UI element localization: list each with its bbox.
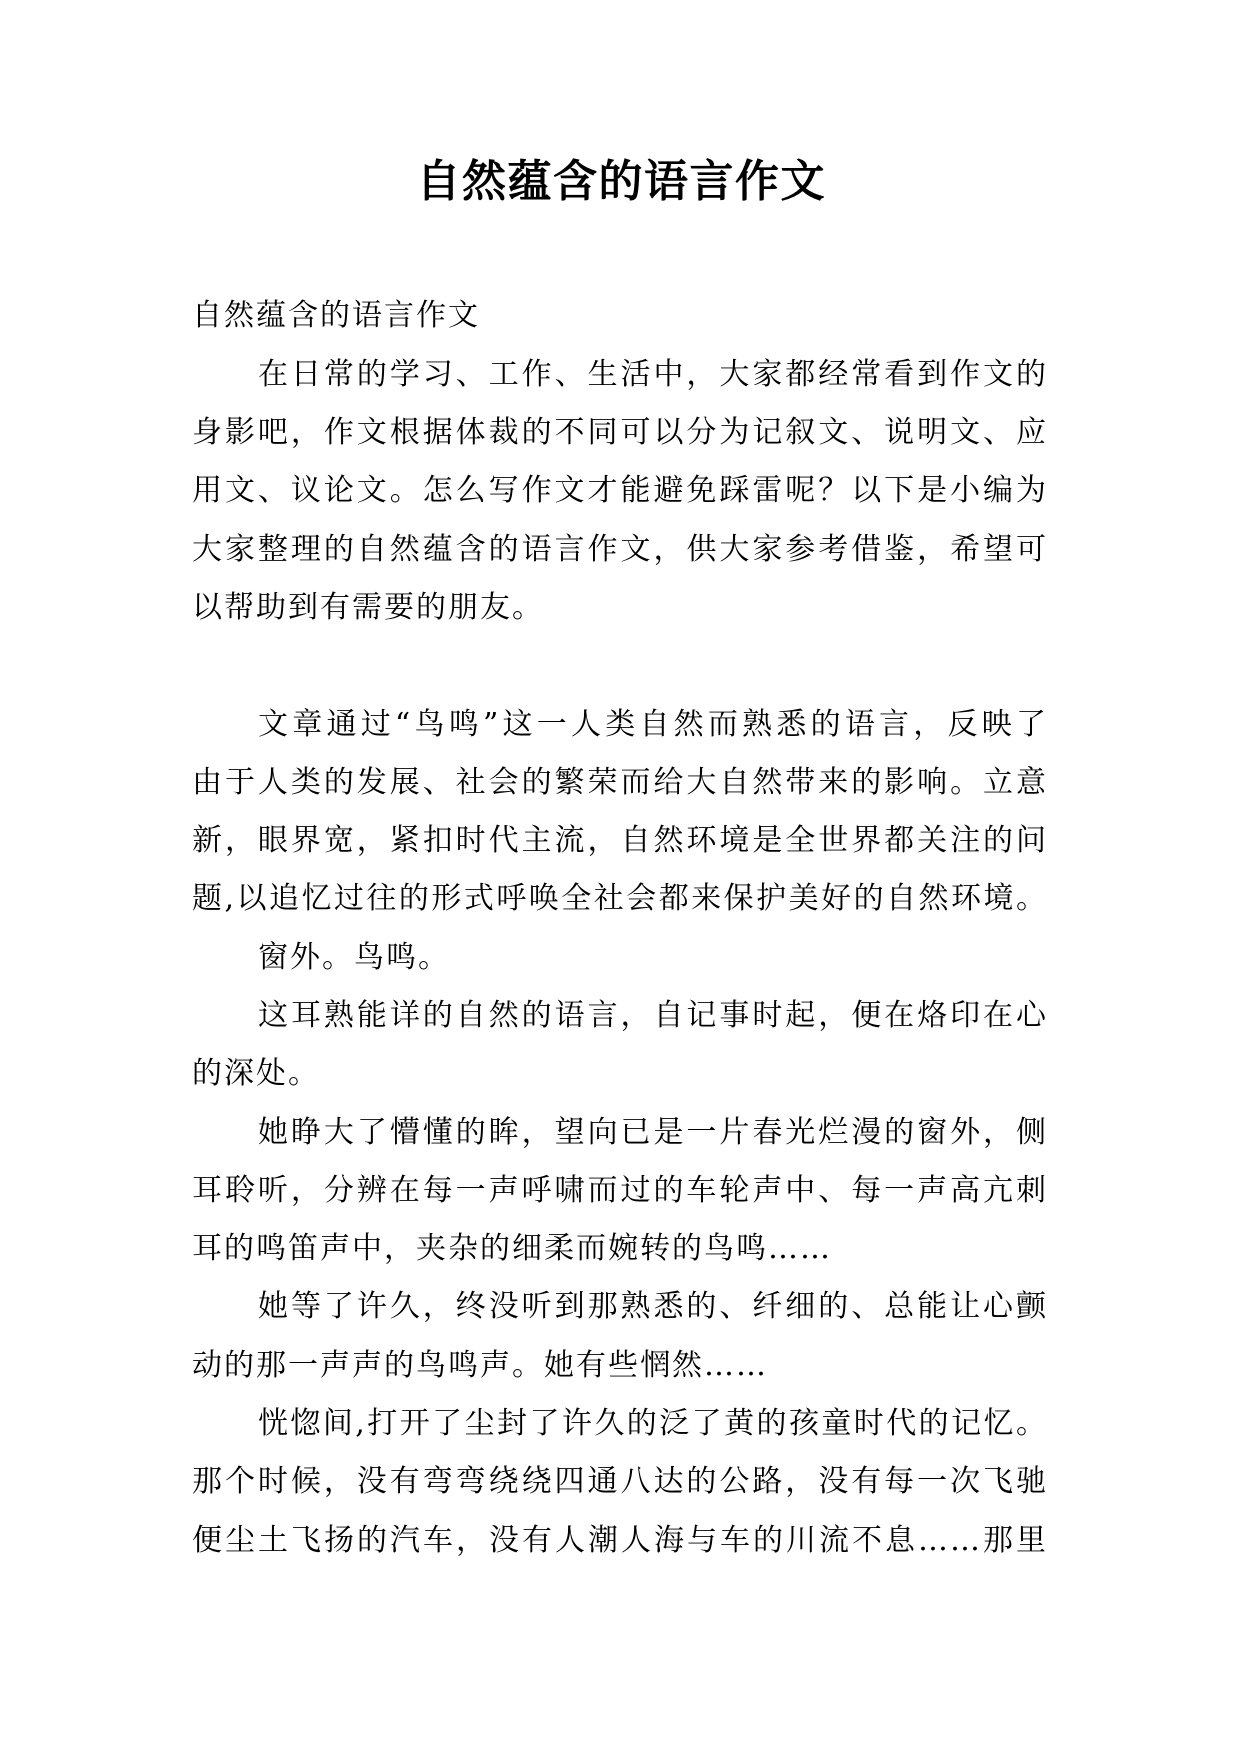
text-line: 的深处。 (192, 1056, 320, 1092)
body-heading: 自然蕴含的语言作文 (192, 298, 480, 334)
text-line: 耳聆听，分辨在每一声呼啸而过的车轮声中、每一声高亢刺 (192, 1172, 1048, 1208)
text-line: 题,以追忆过往的形式呼唤全社会都来保护美好的自然环境。 (192, 881, 1048, 917)
commentary-paragraph (192, 696, 1048, 929)
text-line: 动的那一声声的鸟鸣声。她有些惘然…… (192, 1347, 768, 1383)
text-line: 恍惚间,打开了尘封了许久的泛了黄的孩童时代的记忆。 (258, 1406, 1048, 1442)
text-line: 便尘土飞扬的汽车，没有人潮人海与车的川流不息……那里 (192, 1522, 1048, 1558)
text-line: 这耳熟能详的自然的语言，自记事时起，便在烙印在心 (258, 998, 1048, 1033)
intro-paragraph (192, 346, 1048, 637)
text-line: 在日常的学习、工作、生活中，大家都经常看到作文的 (258, 356, 1048, 392)
story-paragraph (192, 1104, 1048, 1279)
text-line: 大家整理的自然蕴含的语言作文，供大家参考借鉴，希望可 (192, 531, 1048, 567)
text-line: 耳的鸣笛声中，夹杂的细柔而婉转的鸟鸣…… (192, 1231, 832, 1267)
story-paragraph (192, 1395, 1048, 1570)
text-line: 新，眼界宽，紧扣时代主流，自然环境是全世界都关注的问 (192, 823, 1048, 859)
text-line: 由于人类的发展、社会的繁荣而给大自然带来的影响。立意 (192, 764, 1048, 800)
story-paragraph (192, 1278, 1048, 1395)
story-paragraph (192, 929, 1048, 987)
text-line: 她睁大了懵懂的眸，望向已是一片春光烂漫的窗外，侧 (258, 1114, 1048, 1150)
document-title: 自然蕴含的语言作文 (416, 156, 826, 207)
text-line: 文章通过“鸟鸣”这一人类自然而熟悉的语言，反映了 (258, 706, 1048, 742)
text-line: 她等了许久，终没听到那熟悉的、纤细的、总能让心颤 (258, 1289, 1048, 1325)
text-line: 窗外。鸟鸣。 (258, 939, 450, 975)
text-line: 身影吧，作文根据体裁的不同可以分为记叙文、说明文、应 (192, 415, 1048, 451)
text-line: 以帮助到有需要的朋友。 (192, 589, 544, 625)
document-body (192, 287, 1048, 1570)
text-line: 那个时候，没有弯弯绕绕四通八达的公路，没有每一次飞驰 (192, 1464, 1048, 1500)
text-line: 用文、议论文。怎么写作文才能避免踩雷呢？以下是小编为 (192, 473, 1048, 509)
story-paragraph (192, 987, 1048, 1104)
